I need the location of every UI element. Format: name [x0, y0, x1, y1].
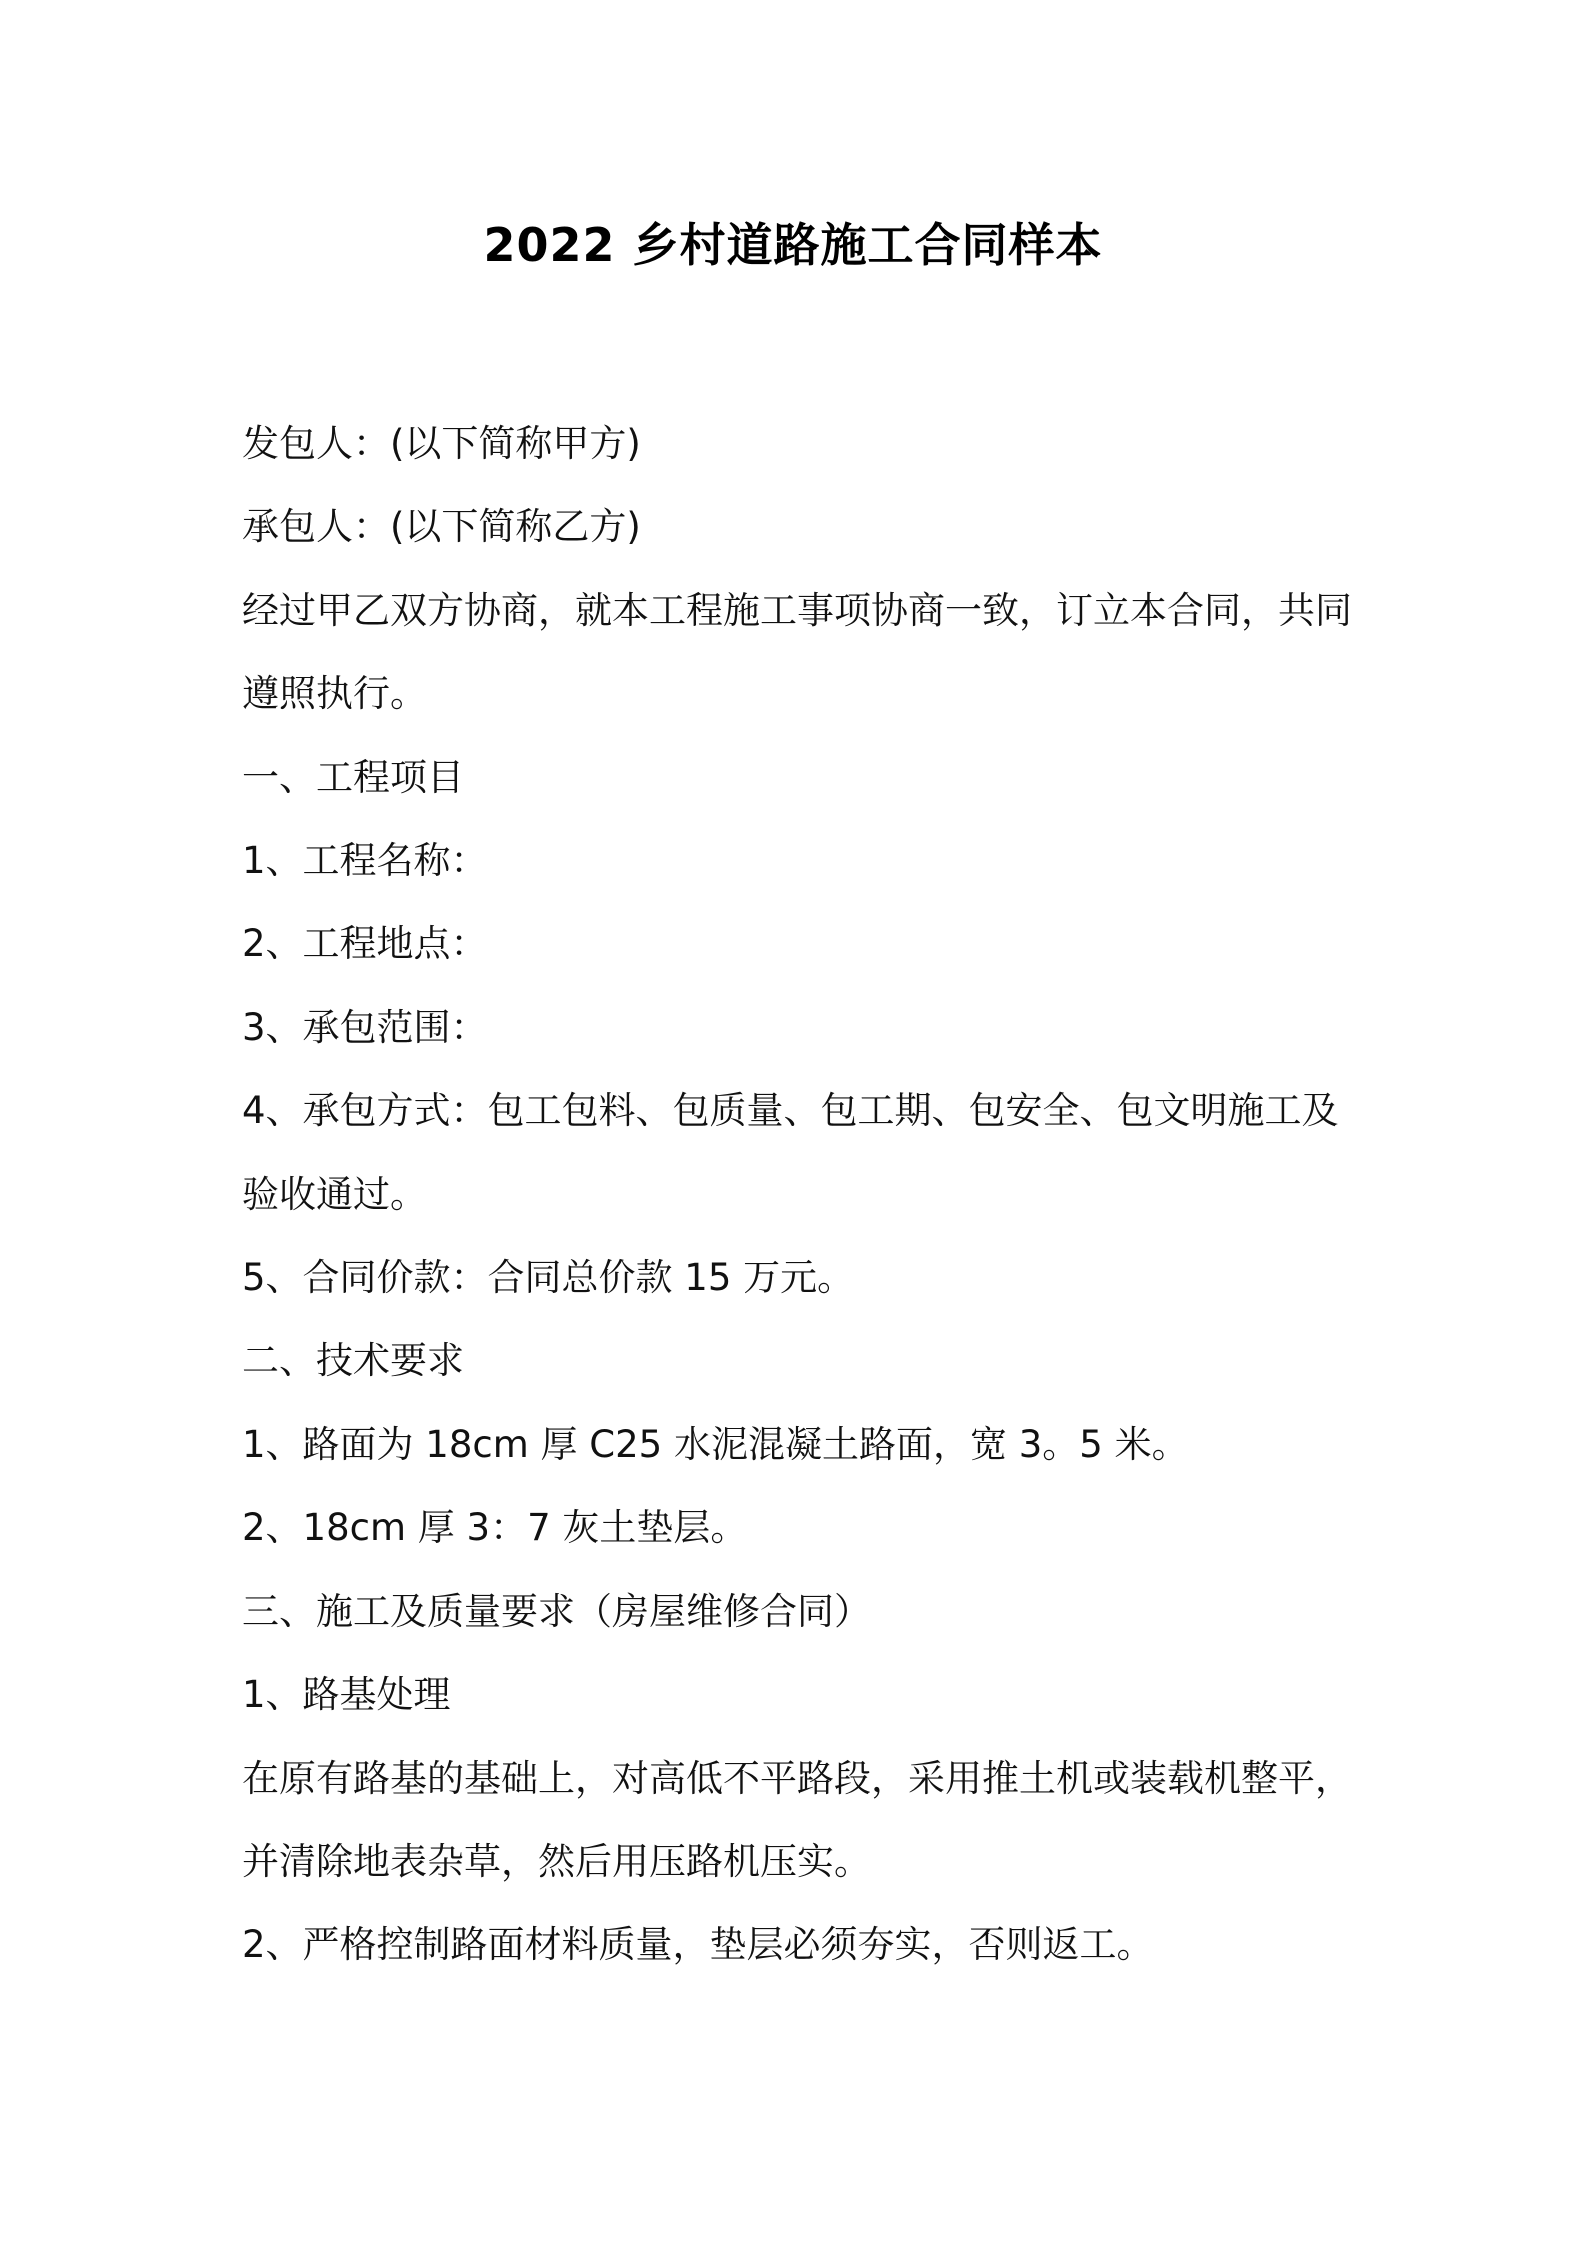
contract-price-line: 5、合同价款：合同总价款 15 万元。 [242, 1256, 855, 1300]
section-heading-quality: 三、施工及质量要求（房屋维修合同） [242, 1589, 871, 1633]
section-heading-project: 一、工程项目 [242, 755, 464, 799]
project-name-line: 1、工程名称： [242, 839, 488, 883]
road-surface-line: 1、路面为 18cm 厚 C25 水泥混凝土路面，宽 3。5 米。 [242, 1422, 1189, 1466]
cushion-layer-line: 2、18cm 厚 3：7 灰土垫层。 [242, 1506, 748, 1550]
section-heading-technical: 二、技术要求 [242, 1339, 464, 1383]
intro-paragraph: 经过甲乙双方协商，就本工程施工事项协商一致，订立本合同，共同遵照执行。 [242, 588, 1352, 716]
party-b-line: 承包人：(以下简称乙方) [242, 505, 641, 549]
document-title: 2022 乡村道路施工合同样本 [483, 218, 1103, 272]
project-location-line: 2、工程地点： [242, 922, 488, 966]
material-quality-line: 2、严格控制路面材料质量，垫层必须夯实，否则返工。 [242, 1923, 1154, 1967]
document-body [242, 402, 1352, 1987]
contract-method-paragraph: 4、承包方式：包工包料、包质量、包工期、包安全、包文明施工及验收通过。 [242, 1089, 1339, 1216]
subgrade-heading: 1、路基处理 [242, 1673, 451, 1717]
party-a-line: 发包人：(以下简称甲方) [242, 422, 641, 465]
contract-scope-line: 3、承包范围： [242, 1005, 488, 1049]
subgrade-paragraph: 在原有路基的基础上，对高低不平路段，采用推土机或装载机整平，并清除地表杂草，然后用压路机压实。 [242, 1756, 1352, 1883]
